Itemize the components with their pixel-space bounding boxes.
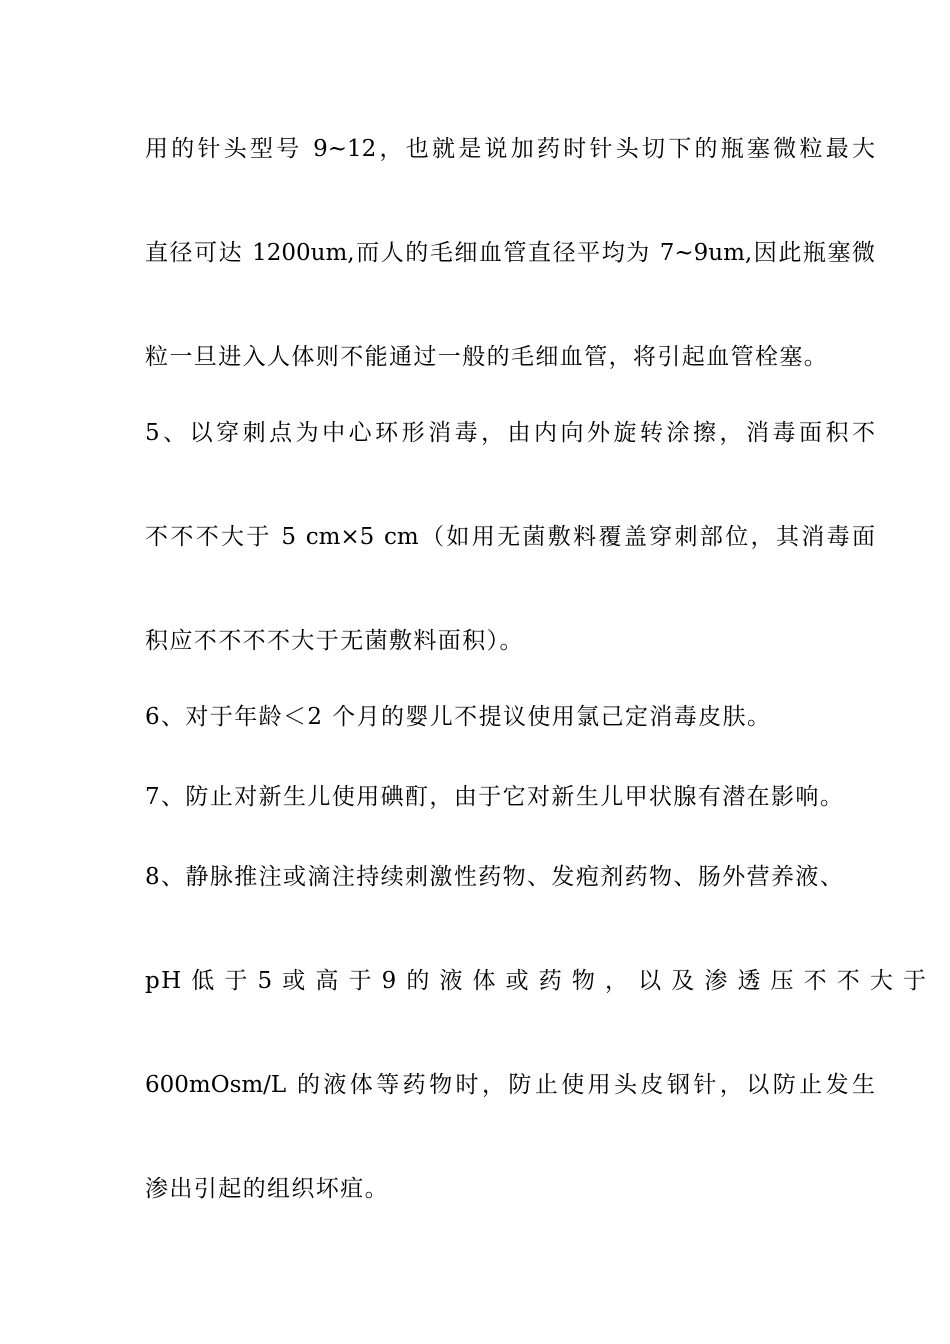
text-line: 不不不大于 5 cm×5 cm（如用无菌敷料覆盖穿刺部位，其消毒面: [145, 524, 875, 550]
text-line: 6、对于年龄＜2 个月的婴儿不提议使用氯己定消毒皮肤。: [145, 704, 772, 730]
text-line: 用的针头型号 9~12，也就是说加药时针头切下的瓶塞微粒最大: [145, 136, 875, 162]
text-line: 积应不不不不大于无菌敷料面积）。: [145, 628, 524, 654]
text-line: 7、防止对新生儿使用碘酊，由于它对新生儿甲状腺有潜在影响。: [145, 784, 845, 810]
text-line: pH 低 于 5 或 高 于 9 的 液 体 或 药 物 ， 以 及 渗 透 压 不 不 大 于: [145, 968, 928, 994]
text-line: 8、静脉推注或滴注持续刺激性药物、发疱剂药物、肠外营养液、: [145, 864, 845, 890]
text-line: 渗出引起的组织坏疽。: [145, 1176, 389, 1202]
text-line: 粒一旦进入人体则不能通过一般的毛细血管，将引起血管栓塞。: [145, 344, 829, 370]
text-line: 5、以穿刺点为中心环形消毒，由内向外旋转涂擦，消毒面积不: [145, 420, 875, 446]
text-line: 600mOsm/L 的液体等药物时，防止使用头皮钢针，以防止发生: [145, 1072, 875, 1098]
text-line: 直径可达 1200um,而人的毛细血管直径平均为 7~9um,因此瓶塞微: [145, 240, 875, 266]
